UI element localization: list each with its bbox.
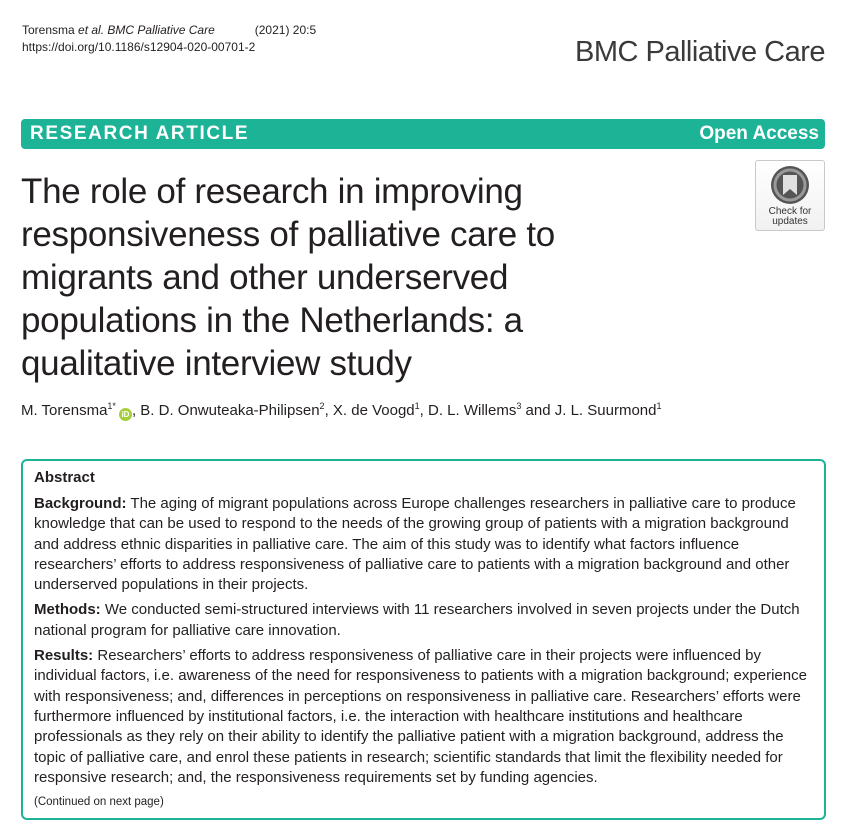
- citation-journal: BMC Palliative Care: [107, 23, 215, 37]
- open-access-label: Open Access: [699, 123, 819, 144]
- article-type-banner: [21, 119, 825, 149]
- citation-et-al: et al.: [78, 23, 105, 37]
- author-list: [21, 402, 661, 421]
- author-affiliation: 1: [656, 401, 662, 411]
- author-name[interactable]: D. L. Willems: [428, 402, 517, 419]
- author-affiliation: 1: [414, 401, 420, 411]
- title-line: responsiveness of palliative care to: [21, 215, 555, 254]
- author-conjunction: and: [521, 402, 555, 419]
- citation-header: [22, 22, 316, 56]
- author-name[interactable]: X. de Voogd: [332, 402, 415, 419]
- citation-author: Torensma: [22, 23, 75, 37]
- article-type-label: RESEARCH ARTICLE: [30, 123, 250, 144]
- author-separator: ,: [324, 402, 333, 419]
- abstract-box: [21, 459, 826, 820]
- background-label: Background:: [34, 495, 127, 512]
- title-line: populations in the Netherlands: a: [21, 301, 523, 340]
- abstract-background: [34, 494, 812, 595]
- abstract-results: [34, 646, 812, 788]
- results-text: Researchers’ efforts to address responsiveness of palliative care in their projects were influenced by individual factors, i.e. awareness of the need for responsiveness to patients with a migration background; experience with responsiveness; and, differences in perceptions on responsiveness in palliative care. Researchers’ efforts were furthermore influenced by institutional factors, i.e. the interaction with healthcare institutions and healthcare professionals as they rely on their ability to identify the palliative patient with a migration background, address the topic of palliative care, and enrol these patients in research; scientific standards that limit the flexibility needed for responsive research; and, the responsiveness requirements set by funding agencies.: [34, 647, 807, 786]
- doi-link[interactable]: https://doi.org/10.1186/s12904-020-00701-2: [22, 40, 256, 54]
- methods-label: Methods:: [34, 601, 101, 619]
- title-line: qualitative interview study: [21, 344, 412, 383]
- title-line: The role of research in improving: [21, 172, 523, 211]
- check-for-updates-icon: [771, 166, 809, 204]
- author-affiliation: 2: [319, 401, 325, 411]
- continued-note: (Continued on next page): [34, 796, 164, 809]
- author-affiliation: 1*: [107, 401, 116, 411]
- author-name[interactable]: B. D. Onwuteaka-Philipsen: [140, 402, 320, 419]
- author-affiliation: 3: [516, 401, 522, 411]
- title-line: migrants and other underserved: [21, 258, 509, 297]
- background-text: The aging of migrant populations across Europe challenges researchers in palliative care to produce knowledge that can be used to respond to the needs of the growing group of patients with a migration background and address ethnic disparities in palliative care. The aim of this study was to identify what factors influence researchers’ efforts to address responsiveness of palliative care to patients with a migration background and other underserved populations in their projects.: [34, 495, 796, 594]
- author-separator: ,: [419, 402, 429, 419]
- check-for-updates-button[interactable]: [755, 160, 825, 231]
- methods-text: We conducted semi-structured interviews with 11 researchers involved in seven projects under the Dutch national program for palliative care innovation.: [34, 601, 800, 639]
- check-for-updates-line: Check for: [768, 206, 812, 217]
- abstract-methods: [34, 600, 812, 641]
- article-title: [21, 170, 661, 385]
- orcid-icon[interactable]: iD: [119, 408, 132, 421]
- author-separator: ,: [131, 402, 141, 419]
- citation-year-volume: (2021) 20:5: [254, 23, 317, 37]
- citation-line: [22, 22, 316, 39]
- author-name[interactable]: M. Torensma: [21, 402, 108, 419]
- journal-logo: BMC Palliative Care: [575, 36, 825, 68]
- check-for-updates-label: [756, 207, 824, 227]
- check-for-updates-line: updates: [772, 216, 808, 227]
- abstract-heading: Abstract: [34, 469, 95, 486]
- author-name[interactable]: J. L. Suurmond: [554, 402, 657, 419]
- results-label: Results:: [34, 647, 94, 665]
